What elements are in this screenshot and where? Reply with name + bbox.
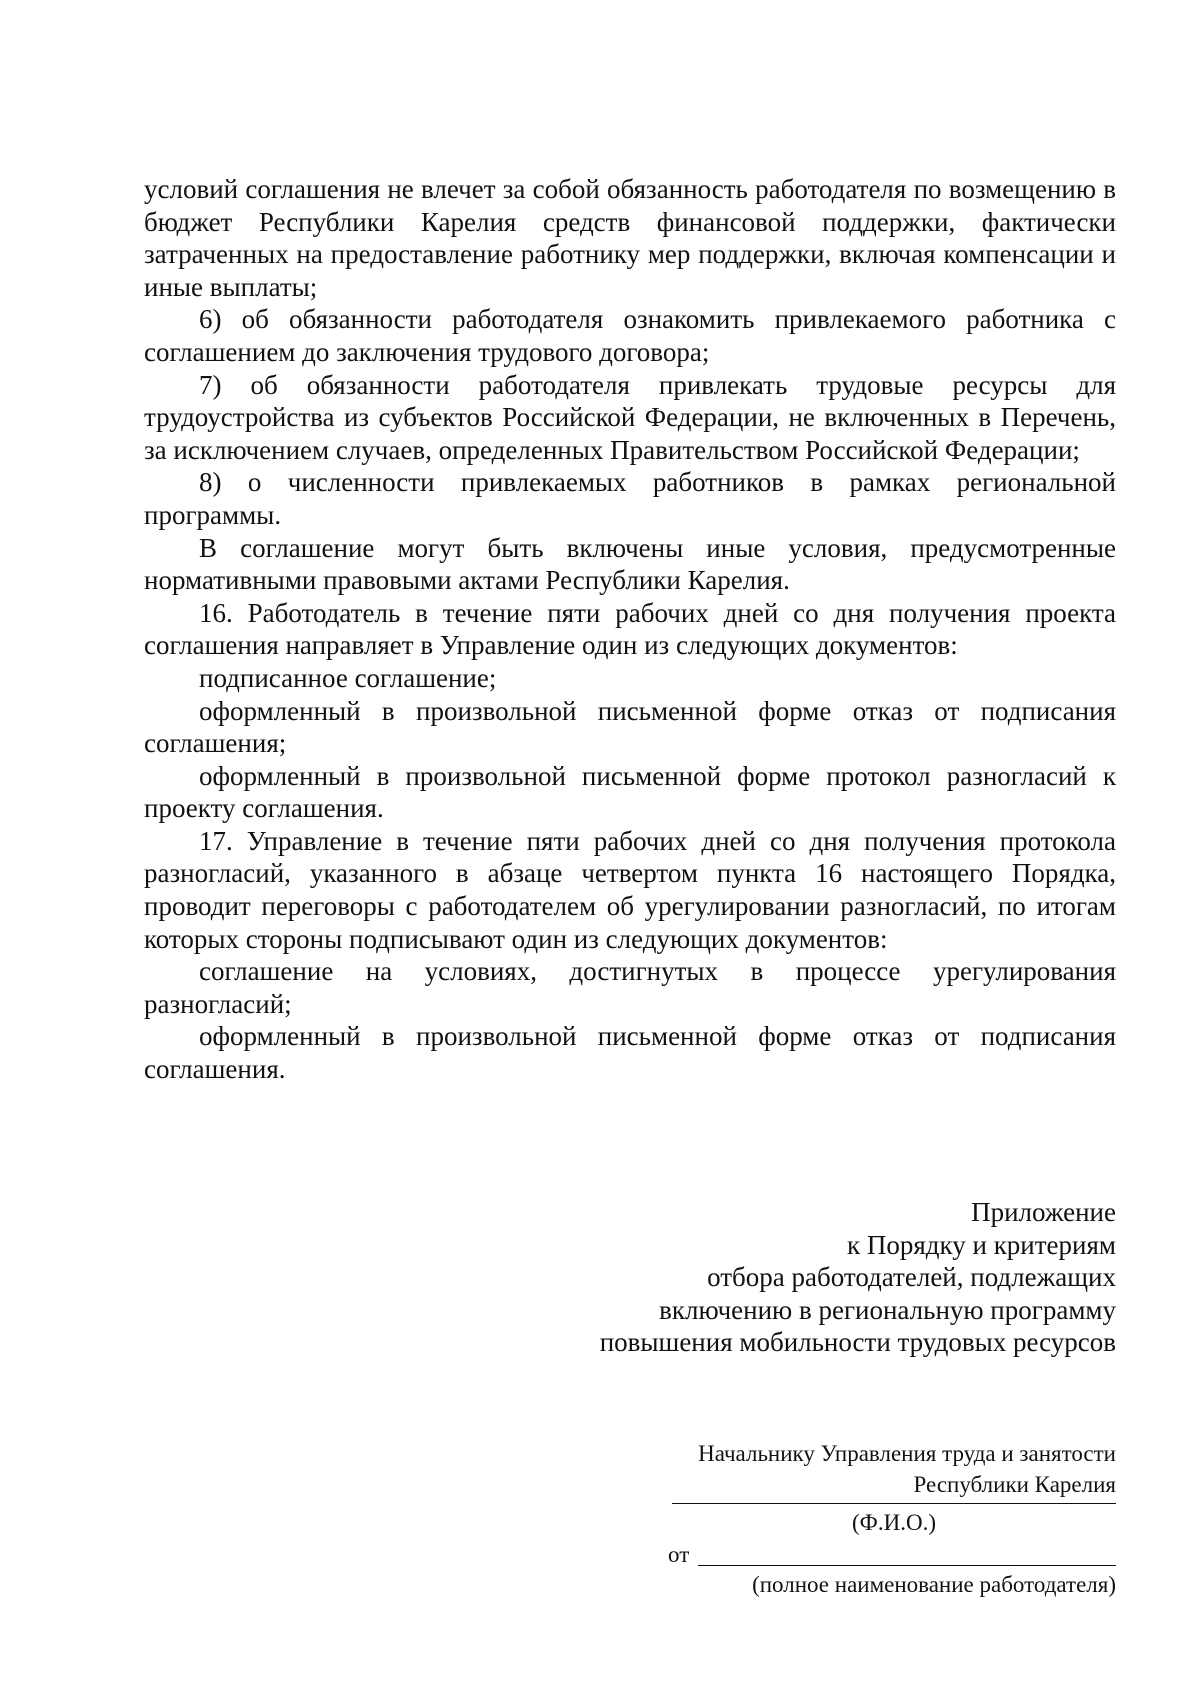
paragraph-clause-17: 17. Управление в течение пяти рабочих дней со дня получения протокола разногласий, указанного в абзаце четвертом пункта 16 настоящего Порядка, проводит переговоры с работодателем об урегулировании разногласий, по итогам которых стороны подписывают один из следующих документов: (144, 825, 1116, 954)
body-text (144, 173, 1116, 1086)
appendix-line: повышения мобильности трудовых ресурсов (599, 1327, 1116, 1358)
paragraph-final-refusal: оформленный в произвольной письменной форме отказ от подписания соглашения. (144, 1021, 1116, 1085)
paragraph-item-8: 8) о численности привлекаемых работников в рамках региональной программы. (144, 467, 1116, 530)
paragraph-continuation: условий соглашения не влечет за собой обязанность работодателя по возмещению в бюджет Республики Карелия средств финансовой поддержки, фактически затраченных на предоставление работнику мер поддержки, включая компенсации и иные выплаты; (144, 174, 1116, 302)
appendix-line: отбора работодателей, подлежащих (707, 1262, 1116, 1293)
fio-line (672, 1503, 1116, 1504)
fio-caption: (Ф.И.О.) (852, 1510, 936, 1535)
employer-caption: (полное наименование работодателя) (752, 1572, 1116, 1597)
from-label: от (668, 1542, 690, 1567)
appendix-header (416, 1196, 1116, 1359)
paragraph-item-6: 6) об обязанности работодателя ознакомить привлекаемого работника с соглашением до заключения трудового договора; (144, 304, 1116, 367)
addressee-block (516, 1438, 1116, 1500)
employer-line (698, 1565, 1116, 1566)
paragraph-item-7: 7) об обязанности работодателя привлекать трудовые ресурсы для трудоустройства из субъектов Российской Федерации, не включенных в Перечень, за исключением случаев, определенных Правительством Российской Федерации; (144, 369, 1116, 465)
appendix-line: Приложение (971, 1197, 1116, 1227)
paragraph-refusal: оформленный в произвольной письменной форме отказ от подписания соглашения; (144, 695, 1116, 759)
paragraph-other-conditions: В соглашение могут быть включены иные условия, предусмотренные нормативными правовыми актами Республики Карелия. (144, 532, 1116, 596)
appendix-line: к Порядку и критериям (846, 1229, 1116, 1260)
addressee-line: Начальнику Управления труда и занятости (698, 1441, 1116, 1466)
paragraph-agreed-terms: соглашение на условиях, достигнутых в процессе урегулирования разногласий; (144, 956, 1116, 1019)
appendix-line: включению в региональную программу (659, 1294, 1116, 1325)
paragraph-signed-agreement: подписанное соглашение; (199, 662, 497, 693)
addressee-line: Республики Карелия (913, 1472, 1116, 1497)
paragraph-disagreement-protocol: оформленный в произвольной письменной форме протокол разногласий к проекту соглашения. (144, 760, 1116, 824)
paragraph-clause-16: 16. Работодатель в течение пяти рабочих дней со дня получения проекта соглашения направляет в Управление один из следующих документов: (144, 597, 1116, 661)
